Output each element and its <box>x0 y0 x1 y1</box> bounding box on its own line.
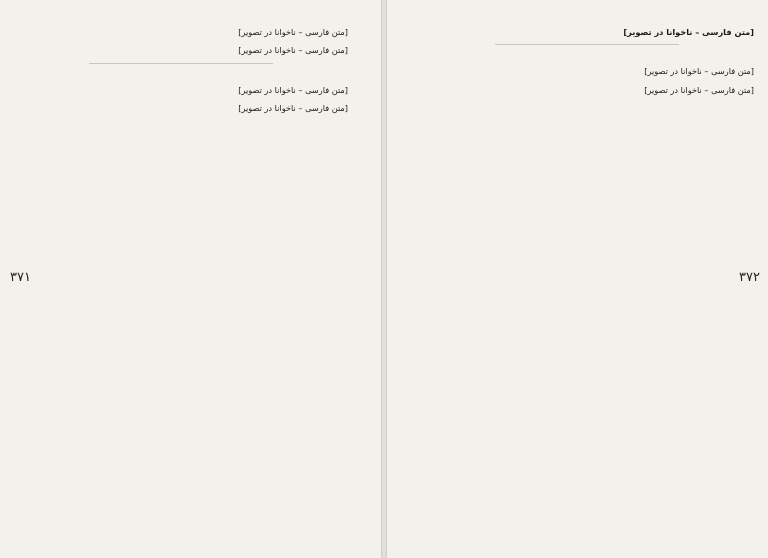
page-number-left: ۳۷۱ <box>10 270 31 285</box>
section-divider <box>89 63 273 78</box>
right-page <box>384 0 768 558</box>
right-paragraph-1: [متن فارسی – ناخوانا در تصویر] <box>623 27 754 37</box>
page-number-right: ۳۷۲ <box>739 270 760 285</box>
left-paragraph-1: [متن فارسی – ناخوانا در تصویر] <box>238 27 348 37</box>
right-paragraph-2: [متن فارسی – ناخوانا در تصویر] <box>644 66 754 77</box>
left-paragraph-4: [متن فارسی – ناخوانا در تصویر] <box>238 103 348 114</box>
right-paragraph-3: [متن فارسی – ناخوانا در تصویر] <box>644 84 754 95</box>
left-paragraph-2: [متن فارسی – ناخوانا در تصویر] <box>238 45 348 56</box>
section-divider <box>495 44 679 59</box>
left-paragraph-3: [متن فارسی – ناخوانا در تصویر] <box>238 84 348 95</box>
